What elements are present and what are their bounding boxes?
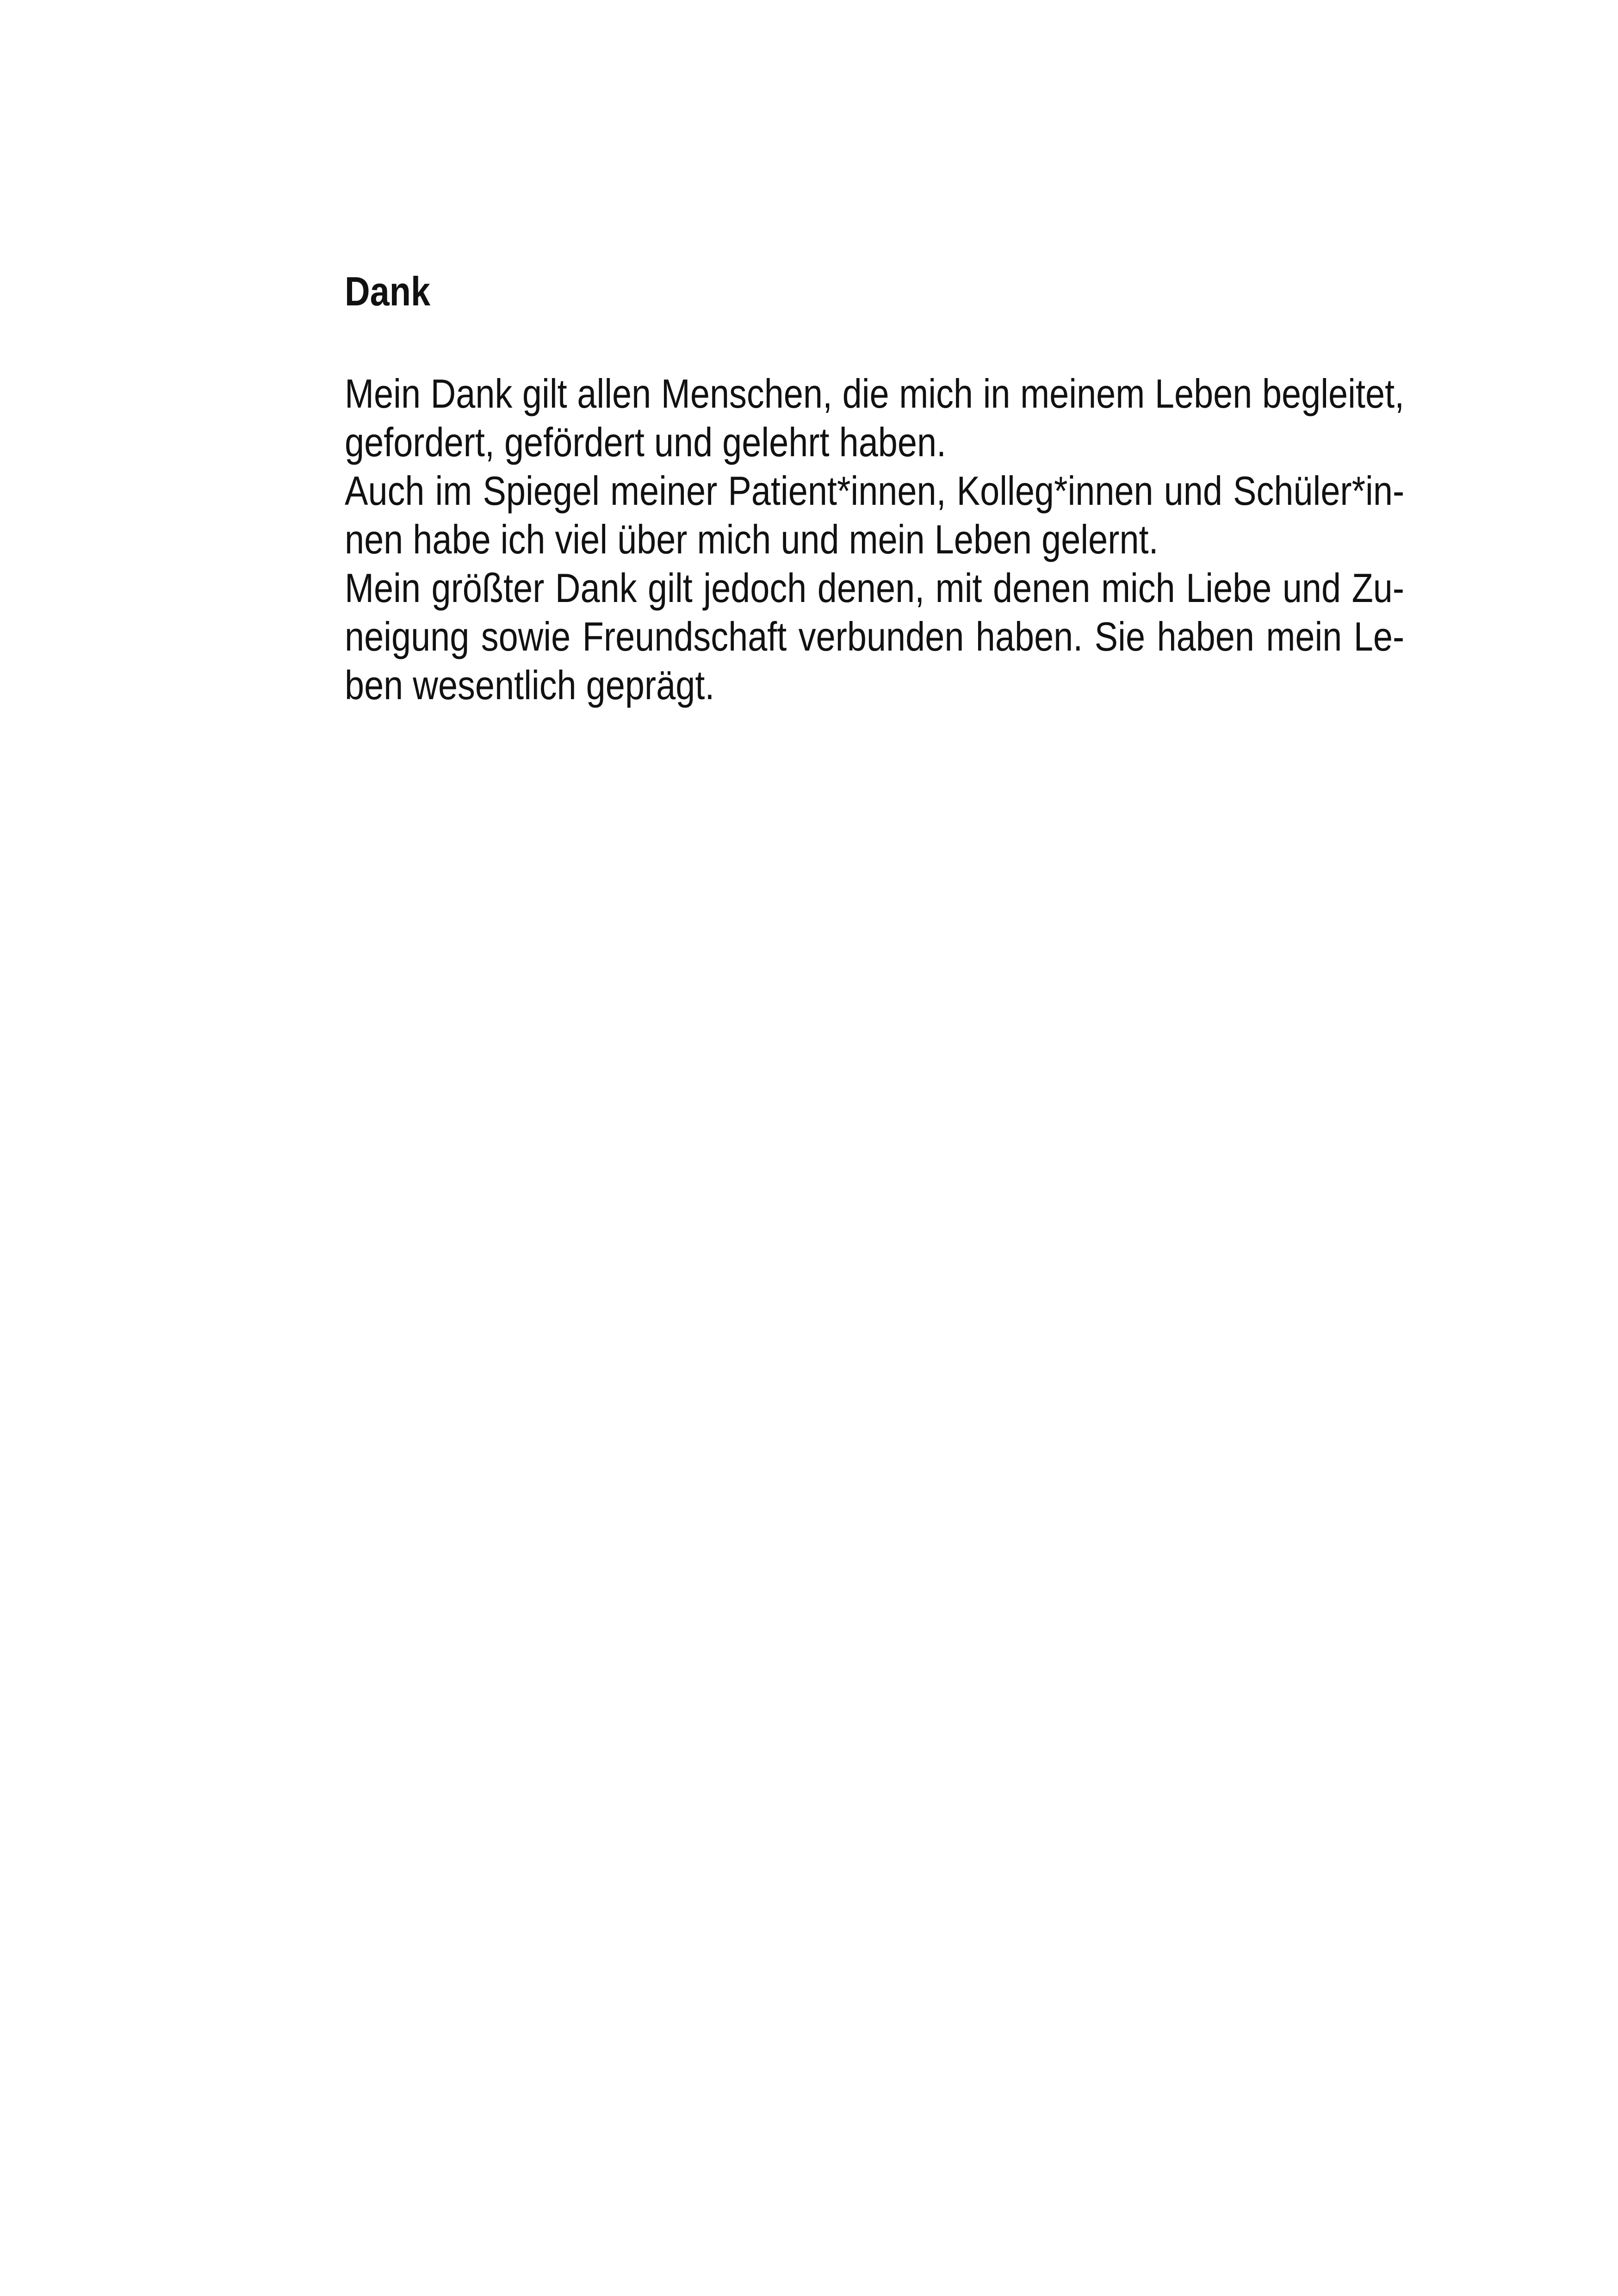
text-line: gefordert, gefördert und gelehrt haben. — [345, 419, 947, 465]
section-heading: Dank — [345, 268, 431, 314]
text-line: Auch im Spiegel meiner Patient*innen, Kolleg*innen und Schüler*in- — [345, 468, 1405, 514]
text-line: ben wesentlich geprägt. — [345, 662, 715, 708]
text-line: nen habe ich viel über mich und mein Leben gelernt. — [345, 516, 1159, 562]
text-line: Mein Dank gilt allen Menschen, die mich in meinem Leben begleitet, — [345, 371, 1405, 416]
acknowledgements-section — [345, 268, 1405, 708]
acknowledgements-text — [345, 369, 1404, 709]
text-line: Mein größter Dank gilt jedoch denen, mit denen mich Liebe und Zu- — [345, 565, 1405, 611]
text-line: neigung sowie Freundschaft verbunden haben. Sie haben mein Le- — [345, 614, 1405, 659]
